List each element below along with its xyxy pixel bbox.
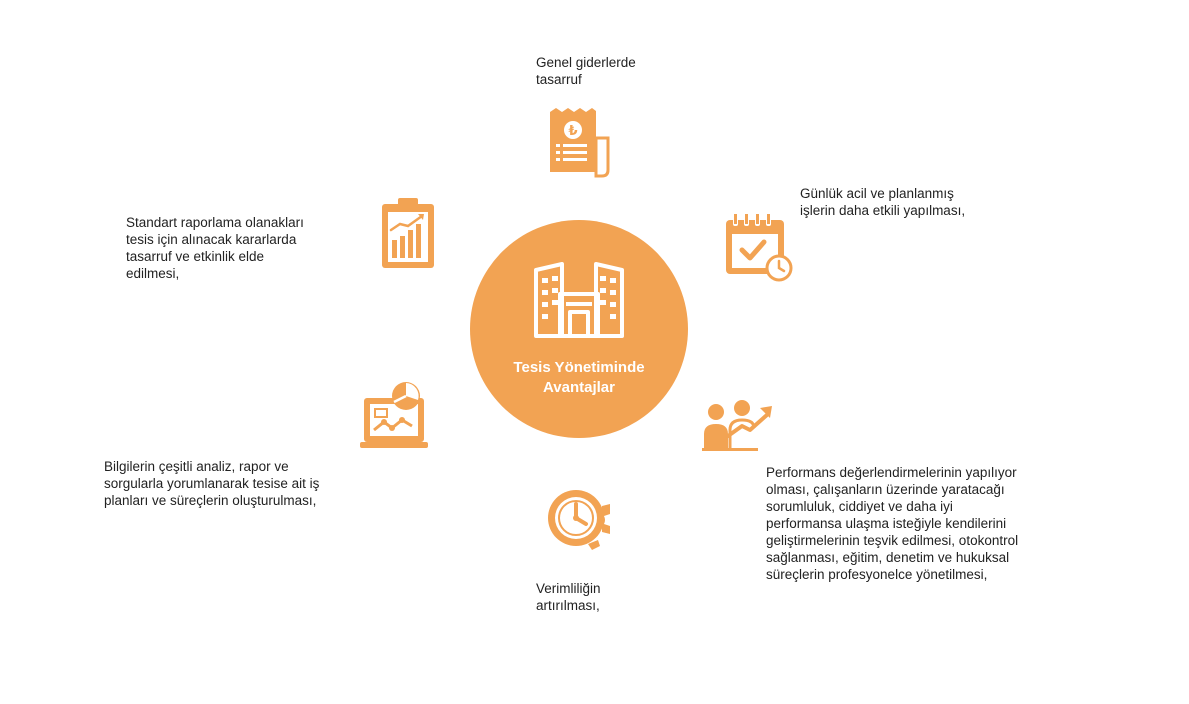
item-performance-text: Performans değerlendirmelerinin yapılıyor olması, çalışanların üzerinde yaratacağı sorumluluk, ciddiyet ve daha iyi performansa ulaşma isteğiyle kendilerini geliştirmelerinin teşvik edilmesi, otokontrol sağlanması, eğitim, denetim ve hukuksal süreçlerin profesyonelce yönetilmesi, <box>766 465 1019 582</box>
item-planning-text: Günlük acil ve planlanmış işlerin daha etkili yapılması, <box>800 186 966 218</box>
item-reporting-text: Standart raporlama olanakları tesis için alınacak kararlarda tasarruf ve etkinlik elde edilmesi, <box>126 215 304 281</box>
analytics-screen-icon <box>360 380 432 452</box>
clipboard-chart-icon <box>380 198 436 270</box>
receipt-lira-icon <box>546 108 612 178</box>
item-efficiency-text: Verimliliğin artırılması, <box>536 581 601 613</box>
item-analysis-text: Bilgilerin çeşitli analiz, rapor ve sorgularla yorumlanarak tesise ait iş planları ve süreçlerin oluşturulması, <box>104 459 320 508</box>
svg-text:₺: ₺ <box>568 124 578 139</box>
calendar-clock-icon <box>724 212 794 282</box>
center-hub <box>470 220 688 438</box>
buildings-icon <box>530 260 628 340</box>
center-title: Tesis Yönetiminde Avantajlar <box>513 359 645 396</box>
clock-gear-icon <box>544 484 616 554</box>
people-growth-icon <box>702 398 774 452</box>
item-savings-text: Genel giderlerde tasarruf <box>536 55 636 87</box>
